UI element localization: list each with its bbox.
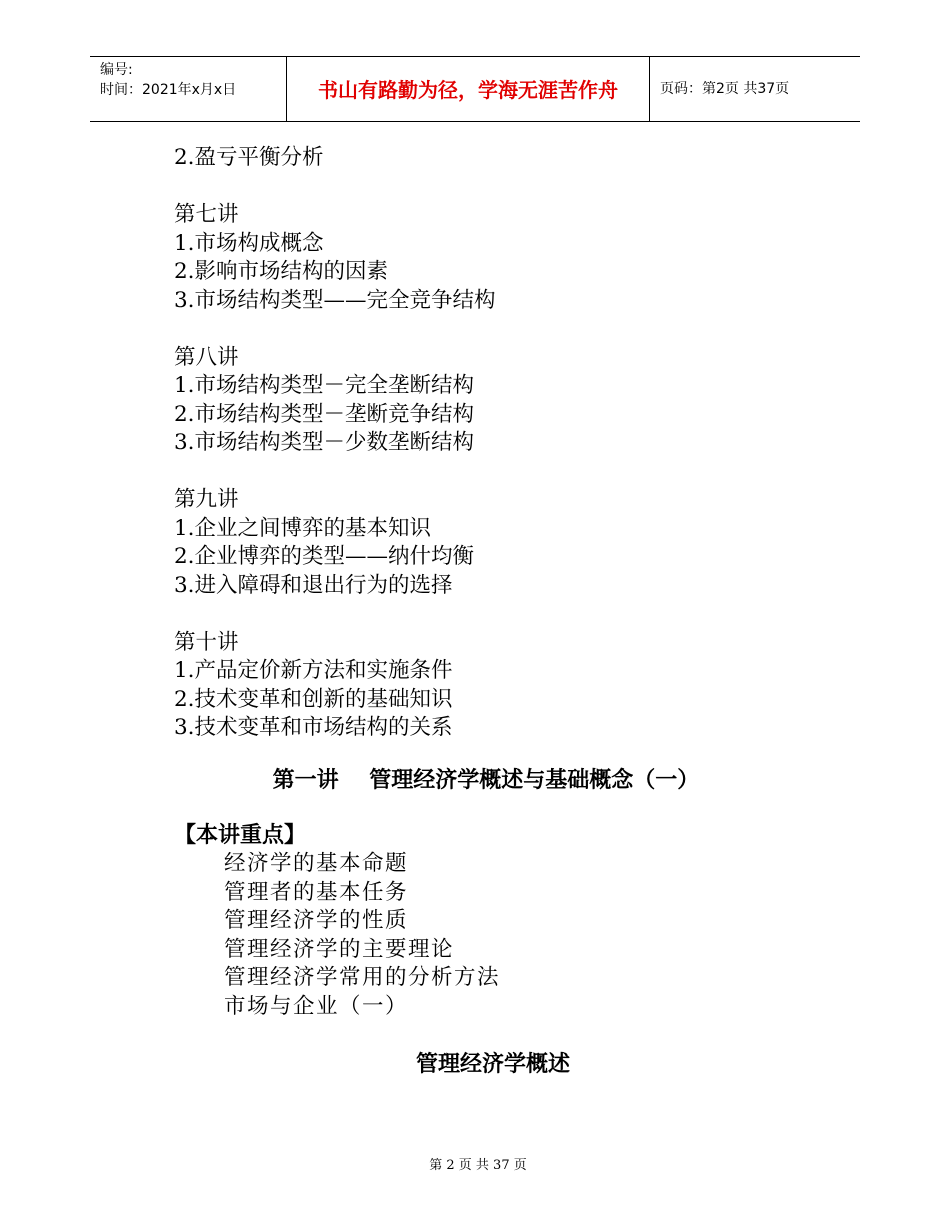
time-label: 时间：2021年x月x日 bbox=[100, 82, 237, 98]
keypoint-item: 经济学的基本命题 bbox=[224, 851, 409, 876]
page-header bbox=[90, 56, 860, 122]
keypoints-list bbox=[224, 850, 500, 1021]
keypoint-item: 管理经济学的主要理论 bbox=[224, 936, 455, 962]
keypoint-item: 市场与企业（一） bbox=[224, 993, 409, 1019]
outline-item: 2.盈亏平衡分析 bbox=[174, 145, 324, 170]
section-title: 管理经济学概述 bbox=[415, 1052, 570, 1077]
keypoint-item: 管理者的基本任务 bbox=[224, 879, 409, 905]
header-motto: 书山有路勤为径，学海无涯苦作舟 bbox=[318, 78, 618, 102]
lecture-title: 第一讲 管理经济学概述与基础概念（一） bbox=[272, 768, 700, 793]
header-page-info: 页码：第2页 共37页 bbox=[660, 81, 790, 97]
outline-item: 2.影响市场结构的因素 bbox=[174, 259, 389, 284]
page-footer: 第 2 页 共 37 页 bbox=[429, 1158, 527, 1173]
outline-item: 2.市场结构类型－垄断竞争结构 bbox=[174, 401, 475, 427]
outline-item: 1.市场构成概念 bbox=[174, 230, 324, 256]
course-outline bbox=[174, 144, 834, 743]
outline-lecture-heading: 第八讲 bbox=[174, 344, 239, 370]
keypoints-heading: 【本讲重点】 bbox=[174, 823, 307, 848]
outline-item: 1.产品定价新方法和实施条件 bbox=[174, 658, 453, 683]
outline-item: 3.进入障碍和退出行为的选择 bbox=[174, 572, 453, 598]
serial-label: 编号: bbox=[100, 62, 133, 78]
keypoint-item: 管理经济学的性质 bbox=[224, 908, 409, 933]
header-meta bbox=[100, 60, 236, 100]
header-divider bbox=[649, 57, 650, 121]
outline-item: 1.市场结构类型－完全垄断结构 bbox=[174, 373, 475, 398]
outline-item: 3.市场结构类型－少数垄断结构 bbox=[174, 430, 475, 455]
outline-item: 3.市场结构类型——完全竞争结构 bbox=[174, 287, 496, 313]
outline-item: 2.企业博弈的类型——纳什均衡 bbox=[174, 544, 475, 569]
outline-lecture-heading: 第九讲 bbox=[174, 487, 239, 512]
keypoint-item: 管理经济学常用的分析方法 bbox=[224, 965, 501, 990]
outline-item: 2.技术变革和创新的基础知识 bbox=[174, 686, 453, 712]
outline-lecture-heading: 第七讲 bbox=[174, 202, 239, 227]
outline-item: 1.企业之间博弈的基本知识 bbox=[174, 515, 432, 541]
outline-lecture-heading: 第十讲 bbox=[174, 629, 239, 655]
outline-item: 3.技术变革和市场结构的关系 bbox=[174, 715, 453, 740]
